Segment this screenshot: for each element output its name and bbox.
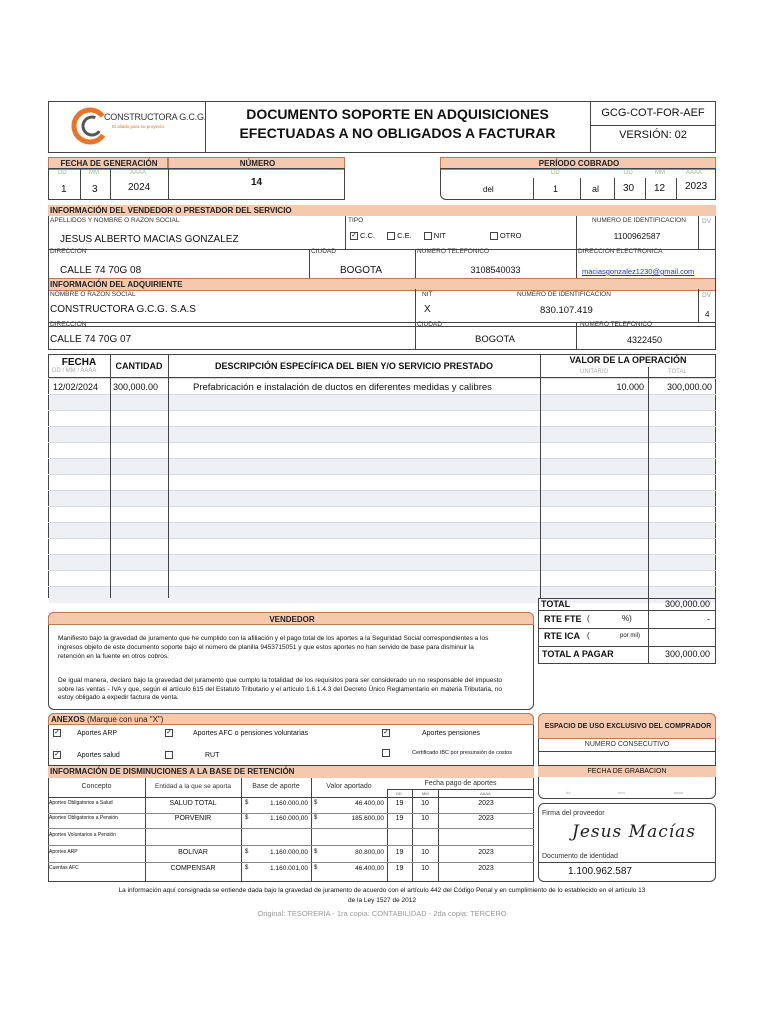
anexos-header: ANEXOS (Marque con una "X") bbox=[48, 713, 534, 725]
items-header-valor: VALOR DE LA OPERACIÓN bbox=[569, 355, 687, 365]
item-fecha: 12/02/2024 bbox=[53, 382, 99, 392]
vendor-address: CALLE 74 70G 08 bbox=[60, 265, 142, 276]
retencion-entidad: PORVENIR bbox=[174, 815, 212, 822]
buyer-city: BOGOTA bbox=[475, 334, 515, 345]
period-end-month: 12 bbox=[654, 183, 666, 194]
retencion-cur1: $ bbox=[245, 815, 249, 821]
provider-signature: Jesus Macías bbox=[572, 822, 697, 842]
retencion-cur1: $ bbox=[245, 849, 249, 855]
retencion-aaaa: 2023 bbox=[478, 865, 494, 872]
checkbox-otro[interactable] bbox=[490, 232, 498, 240]
legal-notice: La información aquí consignada se entiende dada bajo la gravedad de juramento de acuerdo con el artículo 442 del Código Penal y en cumplimiento de lo establecido en el artículo 13 bbox=[118, 887, 646, 894]
retencion-valor: 80.800,00 bbox=[355, 849, 384, 856]
checkbox-pensiones[interactable]: ✓ bbox=[383, 729, 389, 736]
checkbox-arp[interactable]: ✓ bbox=[54, 729, 60, 736]
retencion-mm: 10 bbox=[421, 815, 429, 822]
retencion-cur2: $ bbox=[314, 849, 318, 855]
retencion-base: 1.160.001,00 bbox=[270, 865, 308, 872]
table-row-stripe bbox=[49, 427, 715, 443]
buyer-nit-mark: X bbox=[424, 304, 431, 315]
checkbox-afc[interactable]: ✓ bbox=[166, 729, 172, 736]
retencion-valor: 46.400,00 bbox=[355, 865, 384, 872]
retencion-base: 1.160.000,00 bbox=[270, 800, 308, 807]
retencion-base: 1.160.000,00 bbox=[270, 849, 308, 856]
company-name: CONSTRUCTORA G.C.G. bbox=[104, 112, 207, 122]
declaration-paragraph-2: De igual manera, declaro bajo la gravedad del juramento que cumplo la totalidad de los requisitos para ser considerado un no responsable del impuesto sobre las ventas - IVA y que, según el artículo 615 del Estatuto Tributario y el artículo 1.6.1.4.3 del Decreto Único Reglamentario en materia Tributaria, no estoy obligado a expedir factura de venta. bbox=[58, 677, 502, 701]
buyer-phone: 4322450 bbox=[627, 335, 663, 345]
total-value: 300,000.00 bbox=[664, 599, 710, 609]
vendor-section-header: INFORMACIÓN DEL VENDEDOR O PRESTADOR DEL SERVICIO bbox=[48, 205, 716, 216]
company-tagline: El aliado para su proyecto bbox=[112, 124, 165, 129]
retencion-cur1: $ bbox=[245, 865, 249, 871]
retencion-mm: 10 bbox=[421, 865, 429, 872]
retencion-header: INFORMACIÓN DE DISMINUCIONES A LA BASE DE RETENCIÓN bbox=[48, 766, 534, 778]
retencion-dd: 19 bbox=[395, 865, 404, 872]
retencion-concepto: Aportes Obligatorios a Salud bbox=[49, 800, 113, 806]
retencion-cur2: $ bbox=[314, 815, 318, 821]
retencion-dd: 19 bbox=[395, 849, 404, 856]
retencion-dd: 19 bbox=[395, 800, 404, 807]
period-end-day: 30 bbox=[623, 183, 635, 194]
checkbox-ce[interactable] bbox=[387, 232, 395, 240]
buyer-name: CONSTRUCTORA G.C.G. S.A.S bbox=[50, 304, 196, 315]
items-header-fecha: FECHA bbox=[61, 357, 97, 368]
document-title-line2: EFECTUADAS A NO OBLIGADOS A FACTURAR bbox=[239, 125, 556, 141]
copies-distribution: Original: TESORERIA - 1ra copia: CONTABILIDAD - 2da copia: TERCERO bbox=[257, 909, 507, 918]
buyer-id: 830.107.419 bbox=[540, 305, 593, 316]
vendor-city: BOGOTA bbox=[340, 265, 383, 276]
retencion-valor: 185.600,00 bbox=[351, 815, 384, 822]
table-row-stripe bbox=[49, 555, 715, 571]
declaration-paragraph-1: Manifiesto bajo la gravedad de juramento que he cumplido con la afiliación y el pago total de los aportes a la Seguridad Social correspondientes a los ingresos objeto de este documento soporte bajo el número de planilla 9453715051 y que estos aportes no han servido de base para disminuir la retención en la fuente en otros cobros. bbox=[58, 635, 489, 660]
gen-day: 1 bbox=[61, 184, 67, 195]
retencion-aaaa: 2023 bbox=[478, 849, 494, 856]
buyer-address: CALLE 74 70G 07 bbox=[50, 334, 132, 345]
table-row-stripe bbox=[49, 523, 715, 539]
retencion-entidad: COMPENSAR bbox=[170, 865, 216, 872]
vendor-email[interactable]: maciasgonzalez1230@gmail.com bbox=[582, 267, 695, 276]
tipo-options: ✓ C.C. C.E. NIT OTRO bbox=[351, 231, 522, 240]
item-total: 300,000.00 bbox=[666, 382, 712, 392]
period-start-day: 1 bbox=[553, 184, 559, 194]
retencion-aaaa: 2023 bbox=[478, 815, 494, 822]
checkbox-ibc[interactable] bbox=[382, 749, 390, 757]
document-title-line1: DOCUMENTO SOPORTE EN ADQUISICIONES bbox=[246, 106, 549, 122]
provider-document: 1.100.962.587 bbox=[568, 866, 632, 877]
fecha-generacion-header: FECHA DE GENERACIÓN bbox=[48, 157, 168, 170]
period-end-year: 2023 bbox=[685, 181, 708, 192]
document-number: 14 bbox=[250, 177, 263, 188]
retencion-base: 1.160.000,00 bbox=[270, 815, 308, 822]
retencion-concepto: Aportes Voluntarios a Pensión bbox=[49, 832, 116, 838]
gen-year: 2024 bbox=[128, 182, 151, 193]
retencion-aaaa: 2023 bbox=[478, 800, 494, 807]
retencion-concepto: Aportes Obligatorios a Pensión bbox=[49, 815, 118, 821]
rte-fte-value: - bbox=[707, 614, 710, 624]
retencion-mm: 10 bbox=[421, 800, 429, 807]
item-unitario: 10.000 bbox=[616, 382, 644, 392]
buyer-dv: 4 bbox=[705, 310, 710, 319]
table-row-stripe bbox=[49, 491, 715, 507]
gen-month: 3 bbox=[92, 184, 98, 195]
items-header-cantidad: CANTIDAD bbox=[115, 361, 163, 371]
vendedor-header: VENDEDOR bbox=[48, 612, 534, 625]
retencion-valor: 46.400,00 bbox=[355, 800, 384, 807]
document-code: GCG-COT-FOR-AEF bbox=[601, 107, 705, 119]
vendor-name: JESUS ALBERTO MACIAS GONZALEZ bbox=[60, 234, 239, 245]
checkbox-cc[interactable]: ✓ bbox=[351, 232, 357, 240]
retencion-cur2: $ bbox=[314, 865, 318, 871]
retencion-dd: 19 bbox=[395, 815, 404, 822]
buyer-section-header: INFORMACIÓN DEL ADQUIRIENTE bbox=[48, 278, 716, 291]
retencion-entidad: SALUD TOTAL bbox=[169, 800, 217, 807]
document-version: VERSIÓN: 02 bbox=[619, 129, 687, 141]
checkbox-rut[interactable] bbox=[165, 751, 173, 759]
retencion-mm: 10 bbox=[421, 849, 429, 856]
retencion-concepto: Cuentas AFC bbox=[49, 865, 79, 871]
checkbox-nit[interactable] bbox=[424, 232, 432, 240]
periodo-header: PERÍODO COBRADO bbox=[440, 157, 716, 170]
table-row-stripe bbox=[49, 395, 715, 411]
vendor-phone: 3108540033 bbox=[470, 265, 521, 275]
retencion-cur2: $ bbox=[314, 800, 318, 806]
table-row-stripe bbox=[49, 459, 715, 475]
items-header-desc: DESCRIPCIÓN ESPECÍFICA DEL BIEN Y/O SERVICIO PRESTADO bbox=[214, 361, 494, 371]
retencion-concepto: Aportes ARP bbox=[49, 849, 78, 855]
retencion-cur1: $ bbox=[245, 800, 249, 806]
retencion-entidad: BOLIVAR bbox=[178, 849, 208, 856]
item-cantidad: 300,000.00 bbox=[113, 382, 159, 392]
vendor-id: 1100962587 bbox=[613, 231, 661, 241]
item-desc: Prefabricación e instalación de ductos en diferentes medidas y calibres bbox=[193, 382, 492, 393]
checkbox-salud[interactable]: ✓ bbox=[54, 751, 60, 758]
numero-header: NÚMERO bbox=[168, 157, 345, 170]
total-a-pagar-value: 300,000.00 bbox=[664, 649, 710, 659]
